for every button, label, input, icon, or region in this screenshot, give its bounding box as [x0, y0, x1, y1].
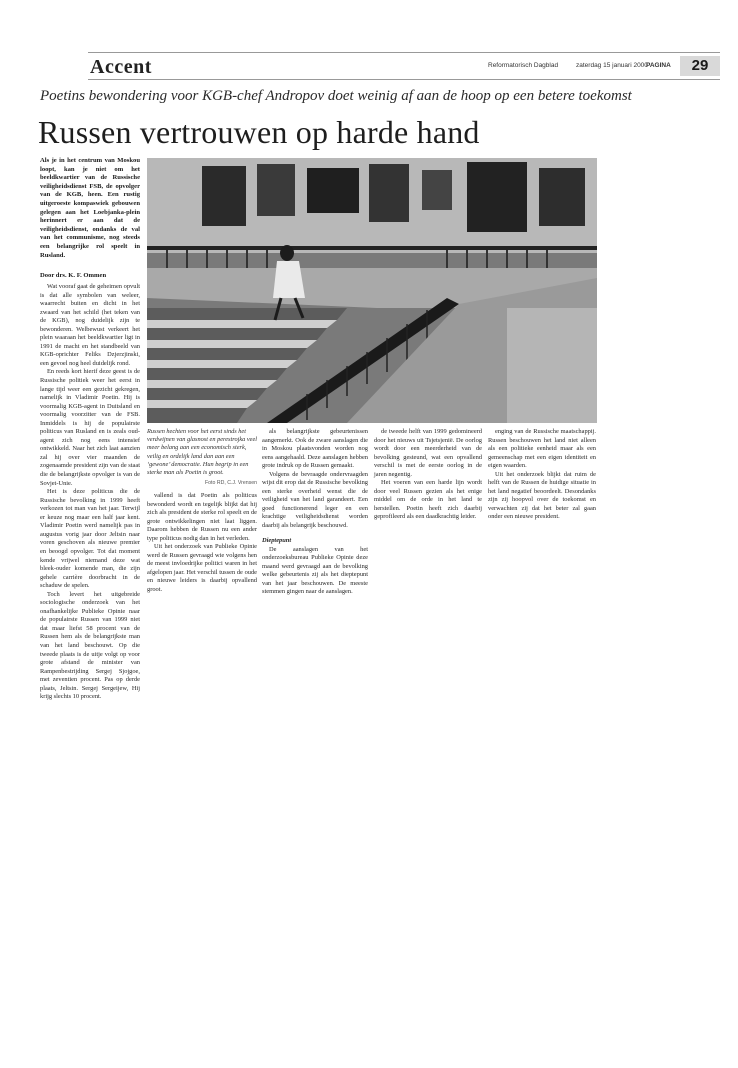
article1-column-4	[374, 428, 482, 688]
staircase-illustration	[147, 158, 597, 423]
paragraph: De aanslagen van het onderzoeksbureau Publieke Opinie deze maand werd gevraagd aan de bevolking welke gebeurtenis zij als het dieptepunt van het jaar beschouwen. De meeste stemmen gingen naar de aanslagen.	[262, 545, 368, 596]
article1-headline: Russen vertrouwen op harde hand	[38, 114, 480, 150]
article1-column-3	[262, 428, 368, 533]
paragraph: Volgens de bevraagde ondervraagden wijst dit erop dat de Russische bevolking een sterke overheid wenst die de veiligheid van het land garandeert. Een goed functionerend leger en een krachtige veiligheidsdienst worden daarbij als belangrijk beschouwd.	[262, 470, 368, 530]
page-label: PAGINA	[646, 62, 671, 69]
section-title: Accent	[90, 56, 152, 78]
paragraph: Het voeren van een harde lijn wordt door veel Russen gezien als het enige middel om de orde in het land te herstellen. Poetin heeft zich daarbij geprofileerd als een daadkrachtig leider.	[374, 479, 482, 521]
article1-column-2	[147, 492, 257, 687]
article1-dieptepunt	[262, 535, 368, 687]
article1-column-1	[40, 283, 140, 701]
article1-kicker: Poetins bewondering voor KGB-chef Andropov doet weinig af aan de hoop op een betere toekomst	[40, 88, 632, 104]
article1-photo-credit: Foto RD, C.J. Vrensen	[205, 480, 257, 486]
article1-column-5	[488, 428, 596, 688]
masthead	[88, 52, 720, 80]
paragraph: de tweede helft van 1999 gedomineerd door het nieuws uit Tsjetsjenië. De oorlog wordt door een meerderheid van de bevolking gesteund, wat een opvallend verschil is met de eerste oorlog in de jaren negentig.	[374, 428, 482, 478]
article1-byline: Door drs. K. F. Ommen	[40, 272, 107, 279]
paragraph: als belangrijkste gebeurtenissen aangemerkt. Ook de zware aanslagen die in Moskou plaatsvonden worden nog eens aangehaald. Deze aanslagen hebben grote indruk op de Russen gemaakt.	[262, 428, 368, 470]
article1-intro: Als je in het centrum van Moskou loopt, kan je niet om het beeldkwartier van de Russische veiligheidsdienst FSB, de opvolger van de KGB, heen. Een rustig uitgeroeste kompaswiek gebouwen gelegen aan het Loebjanka-plein herinnert er aan dat de veiligheidsdienst, ondanks de val van het communisme, nog steeds een belangrijke rol speelt in Rusland.	[40, 157, 140, 259]
paragraph: Uit het onderzoek blijkt dat ruim de helft van de Russen de huidige situatie in het land negatief beoordeelt. Desondanks zijn zij hoopvol over de toekomst en verwachten zij dat het beter zal gaan onder een nieuwe president.	[488, 470, 596, 521]
paragraph: Toch levert het uitgebreide sociologische onderzoek van het onafhankelijke Publieke Opinie naar de populairste Russen van 1999 niet dat maar liefst 58 procent van de Russen hem als de belangrijkste man van het land beschouwt. Op die tweede plaats is de uitje volgt op voor grote afstand de minister van Rampenbestrijding Sergej Sjojgoe, met zeventien procent. Pas op derde plaats, Jeltsin. Sergej Sergeijew, Hij krijg slechts 10 procent.	[40, 590, 140, 701]
article1-photo-caption: Russen hechten voor het eerst sinds het verdwijnen van glasnost en perestrojka veel meer belang aan een economisch sterk, veilig en ordelijk land dan aan een ‘gewone’ democratie. Hun begrip in een sterke man als Poetin is groot.	[147, 428, 257, 477]
paragraph: Wat vooraf gaat de geheimen opvult is dat alle symbolen van weleer, waarrecht buiten en dicht in het zwaard van het schild (het teken van de KGB), nog duidelijk zijn te bewonderen. Welbewust verkeert het plein waaraan het beeldkwartier ligt in 1991 de macht en het standbeeld van KGB-oprichter Feliks Dzjerzjinski, een gevoel nog heel duidelijk rond.	[40, 283, 140, 367]
paragraph: Uit het onderzoek van Publieke Opinie werd de Russen gevraagd wie volgens hen de meest invloedrijke politici waren in het afgelopen jaar. Het verschil tussen de oude en nieuwe leiders is daarbij opvallend groot.	[147, 543, 257, 594]
paragraph: Het is deze politicus die de Russische bevolking in 1999 heeft verkozen tot man van het jaar. Terwijl er keuze nog maar een half jaar kent. Vladimir Poetin werd namelijk pas in augustus vorig jaar door Jeltsin naar voren geschoven als nieuwe premier en beoogd opvolger. Tot dat moment kende vrijwel niemand deze wat bleek-ouder komende man, die zijn gehele carrière doorbracht in de schaduw de spelen.	[40, 488, 140, 590]
staircase-photo	[147, 158, 597, 423]
subheading: Dieptepunt	[262, 537, 292, 544]
paragraph: vallend is dat Poetin als politicus bewonderd wordt en tegelijk blijkt dat hij zich als president de sterke rol speelt en de grote ontwikkelingen niet laat liggen. Daarom hebben de Russen nu een ander type politicus nodig dan in het verleden.	[147, 492, 257, 542]
page-date: zaterdag 15 januari 2000	[576, 62, 648, 69]
paragraph: En reeds kort hierif deze geest is de Russische politiek weer het eerst in lange tijd weer een gezicht gekregen, namelijk in Vladimir Poetin. Hij is voormalig KGB-agent in Duitsland en voormalig voorzitter van de FSB. Inmiddels is hij de populairste politicus van Rusland en is zeals oud-agent zich nog eens intensief ontwikkeld. Naar het zich laat aanzien zal hij over vier maanden de zogenaamde president zijn van de staat die de belangrijkste opvolger is van de Sovjet-Unie.	[40, 368, 140, 487]
paper-name: Reformatorisch Dagblad	[488, 62, 559, 69]
paragraph: enging van de Russische maatschappij. Russen beschouwen het land niet alleen als een politieke eenheid maar als een gemeenschap met een eigen identiteit en eigen waarden.	[488, 428, 596, 470]
page-number: 29	[680, 56, 720, 76]
